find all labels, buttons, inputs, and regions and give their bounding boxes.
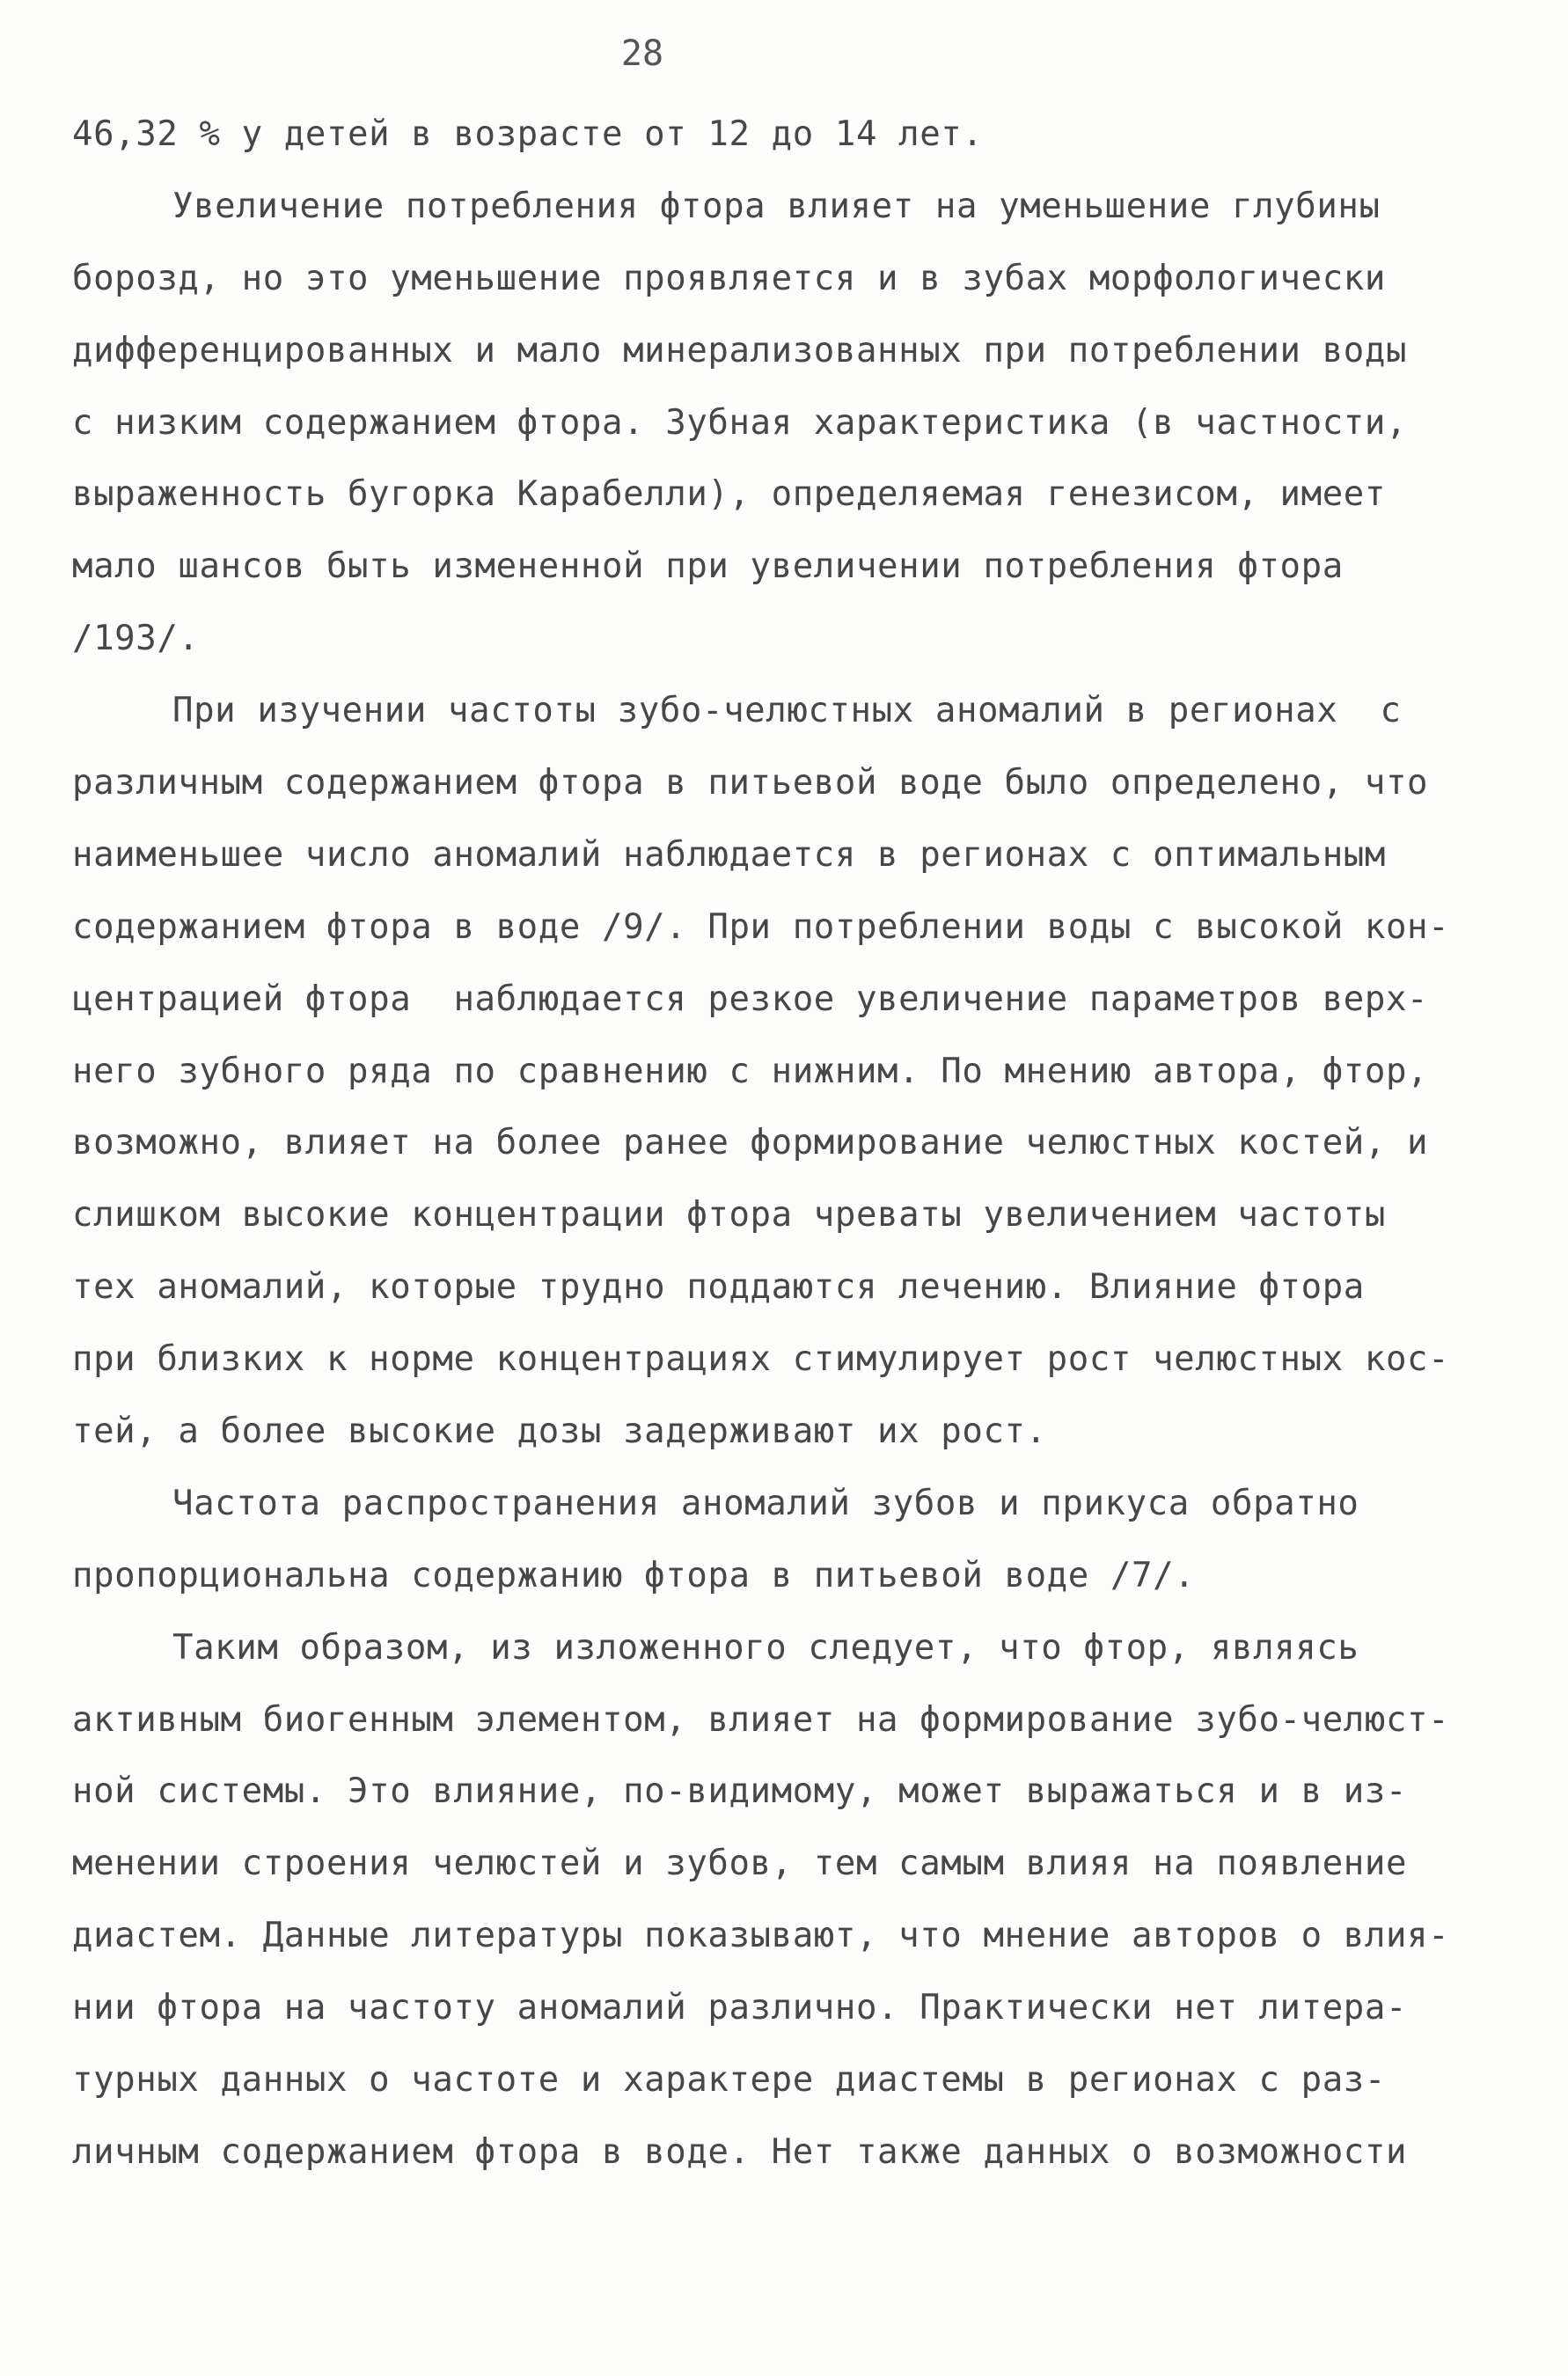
text-line: личным содержанием фтора в воде. Нет также данных о возможности [72, 2131, 1408, 2172]
text-line: возможно, влияет на более ранее формирование челюстных костей, и [72, 1123, 1429, 1163]
text-line: диастем. Данные литературы показывают, что мнение авторов о влия- [72, 1916, 1450, 1956]
text-line: слишком высокие концентрации фтора чреваты увеличением частоты [72, 1195, 1386, 1236]
text-line: пропорциональна содержанию фтора в питьевой воде /7/. [72, 1555, 1196, 1595]
text-line: тех аномалий, которые трудно поддаются лечению. Влияние фтора [72, 1267, 1365, 1308]
text-line: с низким содержанием фтора. Зубная характеристика (в частности, [72, 402, 1408, 443]
text-line: наименьшее число аномалий наблюдается в регионах с оптимальным [72, 834, 1386, 875]
text-line: 46,32 % у детей в возрасте от 12 до 14 лет. [72, 114, 984, 154]
text-line: Таким образом, из изложенного следует, что фтор, являясь [172, 1627, 1359, 1668]
text-line: турных данных о частоте и характере диастемы в регионах с раз- [72, 2060, 1386, 2101]
text-line: тей, а более высокие дозы задерживают их рост. [72, 1412, 1047, 1452]
text-line: него зубного ряда по сравнению с нижним. По мнению автора, фтор, [72, 1051, 1429, 1091]
text-line: Увеличение потребления фтора влияет на уменьшение глубины [172, 186, 1381, 226]
page-number: 28 [620, 33, 664, 74]
body-text [72, 99, 1498, 2189]
text-line: содержанием фтора в воде /9/. При потреблении воды с высокой кон- [72, 906, 1450, 947]
text-line: различным содержанием фтора в питьевой воде было определено, что [72, 763, 1429, 803]
text-line: /193/. [72, 619, 200, 659]
text-line: дифференцированных и мало минерализованных при потреблении воды [72, 330, 1408, 370]
text-line: выраженность бугорка Карабелли), определяемая генезисом, имеет [72, 474, 1386, 515]
text-line: ной системы. Это влияние, по-видимому, может выражаться и в из- [72, 1771, 1408, 1812]
text-line: Частота распространения аномалий зубов и прикуса обратно [172, 1483, 1359, 1523]
text-line: нии фтора на частоту аномалий различно. Практически нет литера- [72, 1988, 1408, 2028]
text-line: При изучении частоты зубо-челюстных аномалий в регионах с [172, 691, 1402, 731]
text-line: менении строения челюстей и зубов, тем самым влияя на появление [72, 1844, 1408, 1884]
text-line: при близких к норме концентрациях стимулирует рост челюстных кос- [72, 1339, 1450, 1380]
text-line: борозд, но это уменьшение проявляется и в зубах морфологически [72, 258, 1386, 298]
text-line: центрацией фтора наблюдается резкое увеличение параметров верх- [72, 979, 1429, 1019]
text-line: активным биогенным элементом, влияет на формирование зубо-челюст- [72, 1699, 1450, 1740]
text-line: мало шансов быть измененной при увеличении потребления фтора [72, 546, 1344, 587]
